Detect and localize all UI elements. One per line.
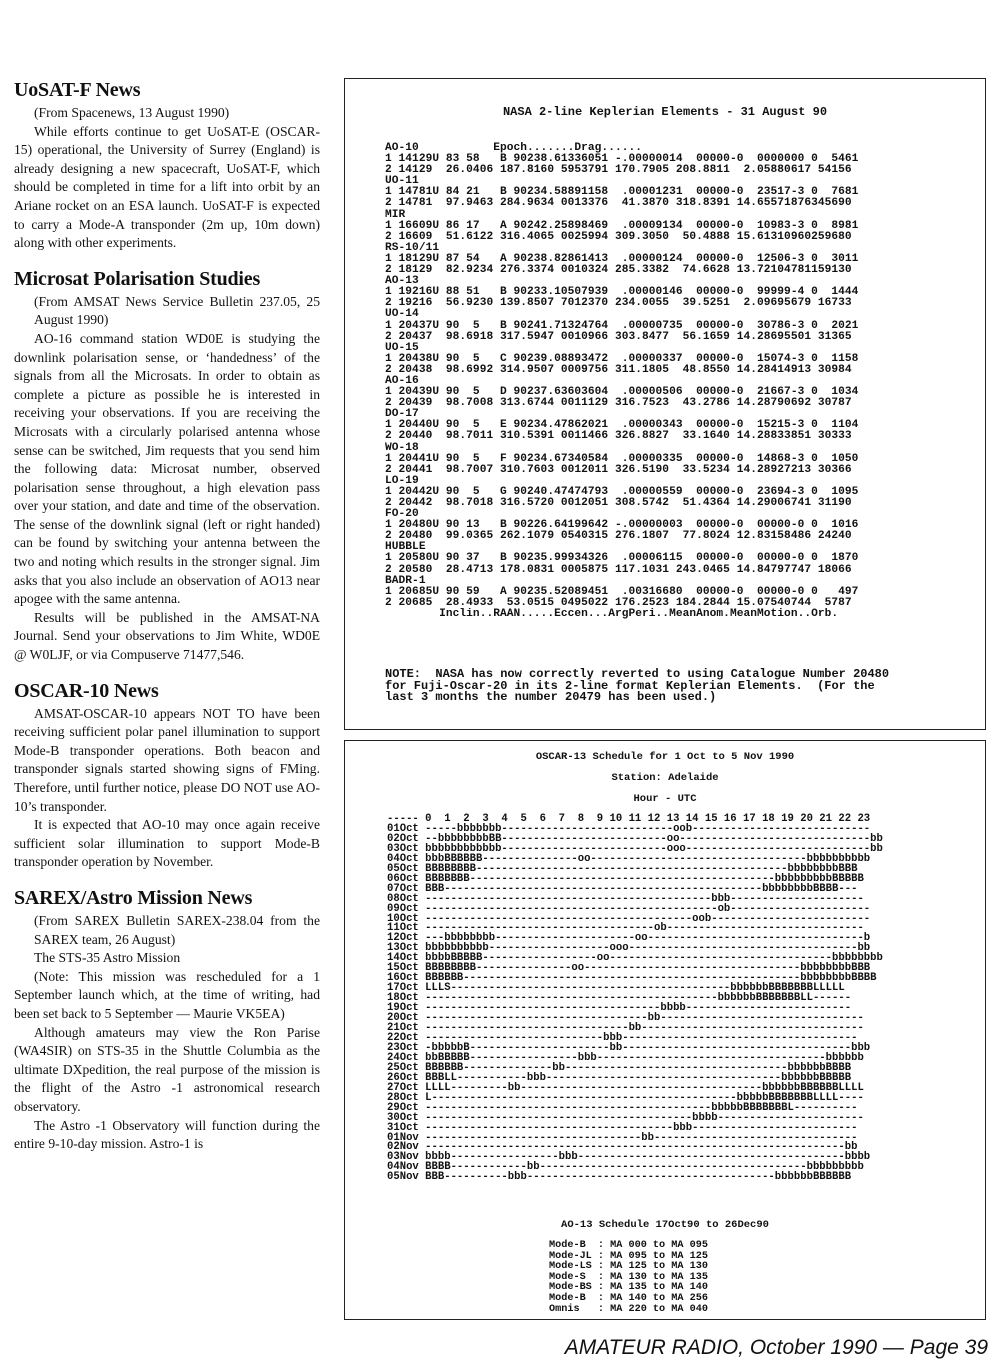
keplerian-line: 1 20685U 90 59 A 90235.52089451 .00316680 00000-0 00000-0 0 497	[385, 585, 859, 598]
sarex-paragraph: Although amateurs may view the Ron Parise (WA4SIR) on STS-35 in the Shuttle Columbia as the ultimate DXpedition, the real purpose of the mission is the flight of the Astro -1 astronomical research observatory.	[14, 1024, 320, 1114]
mode-row: Mode-B : MA 000 to MA 095	[549, 1240, 708, 1251]
keplerian-note	[385, 669, 889, 704]
schedule-row: 21Oct --------------------------------bb-----------------------------------	[387, 1022, 864, 1035]
microsat-article	[14, 267, 320, 665]
schedule-row: 11Oct ------------------------------------ob-------------------------------	[387, 922, 864, 935]
schedule-row: 19Oct -------------------------------------bbbb--------------------------	[387, 1002, 852, 1015]
schedule-row: ----- 0 1 2 3 4 5 6 7 8 9 10 11 12 13 14 15 16 17 18 19 20 21 22 23	[387, 813, 871, 825]
footer-magazine: AMATEUR RADIO	[564, 1336, 739, 1359]
schedule-table	[387, 815, 883, 1183]
keplerian-line: UO-14	[385, 308, 419, 321]
sarex-source: (From SAREX Bulletin SAREX-238.04 from the SAREX team, 26 August)	[34, 912, 320, 947]
keplerian-line: DO-17	[385, 408, 419, 421]
keplerian-line: 1 20580U 90 37 B 90235.99934326 .00006115 00000-0 00000-0 0 1870	[385, 552, 859, 565]
keplerian-line: 1 20442U 90 5 G 90240.47474793 .00000559 00000-0 23694-3 0 1095	[385, 485, 859, 498]
schedule-row: 02Oct --bbbbbbbbBB--------------------------oo------------------------------bb	[387, 832, 883, 845]
keplerian-line: 1 20440U 90 5 E 90234.47862021 .00000343 00000-0 15215-3 0 1104	[385, 419, 859, 432]
sarex-heading: SAREX/Astro Mission News	[14, 886, 253, 909]
keplerian-line: 2 20439 98.7008 313.6744 0011129 316.7523 43.2786 14.28790692 30787	[385, 397, 852, 410]
keplerian-line: 2 16609 51.6122 316.4065 0025994 309.3050 50.4888 15.61310960259680	[385, 230, 852, 243]
keplerian-line: LO-19	[385, 474, 419, 487]
keplerian-line: WO-18	[385, 441, 419, 454]
keplerian-box	[344, 78, 986, 730]
schedule-row: 03Oct bbbbbbbbbbbb--------------------------ooo-----------------------------bb	[387, 842, 883, 855]
keplerian-line: 2 18129 82.9234 276.3374 0010324 285.3382 74.6628 13.72104781159130	[385, 264, 852, 277]
keplerian-line: 2 20685 28.4933 53.0515 0495022 176.2523 184.2844 15.07540744 5787	[385, 596, 852, 609]
schedule-row: 04Nov BBBB------------bb------------------------------------------bbbbbbbbb	[387, 1161, 864, 1174]
keplerian-line: 1 20437U 90 5 B 90241.71324764 .00000735 00000-0 30786-3 0 2021	[385, 319, 859, 332]
keplerian-line: AO-16	[385, 374, 419, 387]
oscar10-article	[14, 679, 320, 872]
schedule-row: 13Oct bbbbbbbbbb-------------------ooo------------------------------------bb	[387, 942, 871, 955]
schedule-row: 30Oct ------------------------------------------bbbb-----------------------	[387, 1111, 864, 1124]
keplerian-line: AO-13	[385, 275, 419, 288]
schedule-row: 17Oct LLLS--------------------------------------------bbbbbbBBBBBBBLLLLL	[387, 982, 845, 995]
sarex-paragraph: The Astro -1 Observatory will function during the entire 9-10-day mission. Astro-1 is	[14, 1117, 320, 1152]
schedule-row: 02Nov ------------------------------------------------------------------bb	[387, 1141, 858, 1154]
keplerian-line: 1 20438U 90 5 C 90239.08893472 .00000337 00000-0 15074-3 0 1158	[385, 352, 859, 365]
keplerian-line: 1 14129U 83 58 B 90238.61336051 -.00000014 00000-0 0000000 0 5461	[385, 153, 859, 166]
keplerian-line: Inclin..RAAN.....Eccen...ArgPeri..MeanAnom.MeanMotion..Orb.	[385, 607, 839, 620]
oscar10-paragraph: AMSAT-OSCAR-10 appears NOT TO have been receiving sufficient polar panel illumination to support Mode-B transponder operations. Both beacon and transponder signals started showing signs of FMing. Therefore, until further notice, please DO NOT use AO-10’s transponder.	[14, 705, 320, 814]
keplerian-line: 2 14781 97.9463 284.9634 0013376 41.3870 318.8391 14.65571876345690	[385, 197, 852, 210]
keplerian-line: 2 19216 56.9230 139.8507 7012370 234.0055 39.5251 2.09695679 16733	[385, 297, 852, 310]
schedule-row: 10Oct ------------------------------------------oob-------------------------	[387, 912, 871, 925]
schedule-hour-label: Hour - UTC	[633, 793, 697, 805]
schedule-row: 20Oct -----------------------------------bb--------------------------------	[387, 1012, 864, 1025]
keplerian-elements	[385, 143, 858, 620]
schedule-row: 26Oct BBBLL-----------bbb-------------------------------------bbbbbbBBBBB	[387, 1071, 852, 1084]
keplerian-line: FO-20	[385, 508, 419, 521]
left-column	[14, 78, 320, 1168]
schedule-row: 09Oct ----------------------------------------------ob----------------------	[387, 902, 871, 915]
schedule-row: 28Oct L------------------------------------------------bbbbbBBBBBBBLLLL----	[387, 1091, 864, 1104]
uosat-paragraph: While efforts continue to get UoSAT-E (OSCAR-15) operational, the University of Surrey (England) is already designing a new spacecraft, UoSAT-F, which should be completed in time for a lift into orbit by an Ariane rocket on an ESA launch. UoSAT-F is expected to carry a Mode-A transponder (2m up, 10m down) along with other experiments.	[14, 123, 320, 251]
keplerian-line: 2 14129 26.0406 187.8160 5953791 170.7905 208.8811 2.05880617 54156	[385, 164, 852, 177]
microsat-heading: Microsat Polarisation Studies	[14, 267, 261, 290]
keplerian-line: 2 20442 98.7018 316.5720 0012051 308.5742 51.4364 14.29006741 31190	[385, 497, 852, 509]
schedule-row: 08Oct ---------------------------------------------bbb---------------------	[387, 892, 864, 905]
schedule-row: 01Nov ----------------------------------bb--------------------------------	[387, 1131, 858, 1144]
note-line: for Fuji-Oscar-20 in its 2-line format Keplerian Elements. (For the	[385, 678, 875, 693]
schedule-row: 06Oct BBBBBBB------------------------------------------------bbbbbbbbbBBBBB	[387, 872, 864, 885]
keplerian-line: 1 16609U 86 17 A 90242.25898469 .00009134 00000-0 10983-3 0 8981	[385, 219, 859, 232]
oscar10-heading: OSCAR-10 News	[14, 679, 159, 702]
schedule-row: 07Oct BBB--------------------------------------------------bbbbbbbbBBBB---	[387, 882, 858, 895]
uosat-article	[14, 78, 320, 253]
mode-row: Mode-S : MA 130 to MA 135	[549, 1271, 708, 1283]
sarex-paragraph: The STS-35 Astro Mission	[34, 950, 181, 966]
keplerian-line: UO-15	[385, 341, 419, 354]
schedule-row: 15Oct BBBBBBBB---------------oo----------------------------------bbbbbbbbBBB	[387, 962, 871, 975]
schedule-row: 04Oct bbbBBBBBB---------------oo----------------------------------bbbbbbbbbb	[387, 852, 871, 865]
schedule-row: 25Oct BBBBBB--------------bb-----------------------------------bbbbbbBBBB	[387, 1061, 852, 1074]
keplerian-line: 2 20440 98.7011 310.5391 0011466 326.8827 33.1640 14.28833851 30333	[385, 430, 852, 443]
microsat-paragraph: AO-16 command station WD0E is studying the downlink polarisation sense, or ‘handedness’ of the signals from all the Microsats. In order to obtain as complete a picture as possible he is interested in receiving your observations. If you are receiving the Microsats with a circularly polarised antenna whose sense can be switched, Jim requests that you send him the following data: Microsat number, observed polarisation sense throughout, a high elevation pass over your station, and date and time of the observation. The sense of the downlink signal (left or right handed) can be found by switching your antenna between the two and noting which results in the stronger signal. Jim asks that you also include an observation of AO13 near apogee with the same antenna.	[14, 330, 320, 607]
schedule-row: 03Nov bbbb-----------------bbb------------------------------------------bbbb	[387, 1151, 871, 1164]
keplerian-line: 2 20437 98.6918 317.5947 0010966 303.8477 56.1659 14.28695501 31365	[385, 330, 852, 343]
schedule-row: 18Oct ----------------------------------------------bbbbbbBBBBBBBLL------	[387, 992, 852, 1005]
ao13-mode-list	[549, 1241, 708, 1315]
keplerian-line: HUBBLE	[385, 541, 426, 554]
sarex-paragraph: (Note: This mission was rescheduled for a 1 September launch which, at the time of writing, had been set back to 5 September — Maurie VK5EA)	[14, 968, 320, 1021]
keplerian-line: BADR-1	[385, 574, 426, 587]
keplerian-line: 1 20480U 90 13 B 90226.64199642 -.00000003 00000-0 00000-0 0 1016	[385, 519, 859, 532]
schedule-row: 05Nov BBB----------bbb---------------------------------------bbbbbbBBBBBB	[387, 1171, 852, 1184]
keplerian-line: 2 20438 98.6992 314.9507 0009756 311.1805 48.8550 14.28414913 30984	[385, 363, 852, 376]
schedule-row: 01Oct -----bbbbbbb---------------------------oob----------------------------	[387, 822, 871, 835]
keplerian-line: UO-11	[385, 175, 419, 188]
footer-issue-page: , October 1990 — Page 39	[738, 1336, 988, 1359]
schedule-row: 16Oct BBBBBB-----------------------------------------------------bbbbbbbbBBBB	[387, 972, 877, 985]
mode-row: Mode-B : MA 140 to MA 256	[549, 1292, 708, 1304]
mode-row: Mode-JL : MA 095 to MA 125	[549, 1250, 708, 1262]
schedule-row: 29Oct ---------------------------------------------bbbbbBBBBBBBL----------	[387, 1101, 858, 1114]
keplerian-line: AO-10 Epoch.......Drag......	[385, 142, 643, 154]
keplerian-line: 1 19216U 88 51 B 90233.10507939 .00000146 00000-0 99999-4 0 1444	[385, 286, 859, 299]
keplerian-line: 2 20480 99.0365 262.1079 0540315 276.1807 77.8024 12.83158486 24240	[385, 530, 852, 543]
schedule-row: 27Oct LLLL---------bb--------------------------------------bbbbbbBBBBBBLLLL	[387, 1081, 864, 1094]
microsat-paragraph: Results will be published in the AMSAT-NA Journal. Send your observations to Jim White, WD0E @ W0LJF, or via Compuserve 71477,546.	[14, 609, 320, 663]
schedule-row: 14Oct bbbbBBBBB------------------oo-----------------------------------bbbbbbbb	[387, 952, 883, 965]
keplerian-line: 1 14781U 84 21 B 90234.58891158 .00001231 00000-0 23517-3 0 7681	[385, 186, 859, 199]
keplerian-title: NASA 2-line Keplerian Elements - 31 August 90	[502, 105, 828, 119]
oscar10-paragraph: It is expected that AO-10 may once again receive sufficient solar illumination to support Mode-B transponder operation by November.	[14, 817, 320, 870]
keplerian-line: 2 20441 98.7007 310.7603 0012011 326.5190 33.5234 14.28927213 30366	[385, 463, 852, 476]
mode-row: Mode-BS : MA 135 to MA 140	[549, 1282, 708, 1294]
schedule-title: OSCAR-13 Schedule for 1 Oct to 5 Nov 1990	[535, 751, 795, 763]
schedule-row: 24Oct bbBBBBB-----------------bbb------------------------------------bbbbbb	[387, 1051, 864, 1064]
note-line: NOTE: NASA has now correctly reverted to using Catalogue Number 20480	[385, 667, 890, 681]
keplerian-line: 1 20439U 90 5 D 90237.63603604 .00000506 00000-0 21667-3 0 1034	[385, 386, 859, 399]
mode-row: Omnis : MA 220 to MA 040	[549, 1303, 708, 1315]
schedule-row: 23Oct -bbbbbB----------------------bb------------------------------------bbb	[387, 1041, 871, 1054]
uosat-heading: UoSAT-F News	[14, 79, 141, 101]
schedule-row: 12Oct ---bbbbbbbb----------------------oo----------------------------------b	[387, 932, 871, 945]
schedule-box	[344, 740, 986, 1320]
page-footer	[565, 1336, 988, 1360]
ao13-schedule-title: AO-13 Schedule 17Oct90 to 26Dec90	[561, 1219, 769, 1231]
schedule-row: 22Oct ----------------------------bbb-------------------------------------	[387, 1031, 858, 1044]
schedule-station: Station: Adelaide	[611, 772, 719, 784]
mode-row: Mode-LS : MA 125 to MA 130	[549, 1261, 708, 1273]
keplerian-line: RS-10/11	[385, 241, 440, 254]
note-line: last 3 months the number 20479 has been used.)	[385, 690, 717, 705]
keplerian-line: 1 18129U 87 54 A 90238.82861413 .00000124 00000-0 12506-3 0 3011	[385, 252, 859, 265]
sarex-article	[14, 886, 320, 1154]
keplerian-line: 2 20580 28.4713 178.0831 0005875 117.1031 243.0465 14.84797747 18066	[385, 563, 852, 576]
keplerian-line: 1 20441U 90 5 F 90234.67340584 .00000335 00000-0 14868-3 0 1050	[385, 452, 859, 465]
schedule-row: 31Oct ---------------------------------------bbb--------------------------	[387, 1121, 858, 1134]
uosat-source: (From Spacenews, 13 August 1990)	[34, 105, 230, 120]
keplerian-line: MIR	[385, 208, 406, 221]
schedule-row: 05Oct BBBBBBBB-------------------------------------------------bbbbbbbbBBB	[387, 862, 858, 875]
microsat-source: (From AMSAT News Service Bulletin 237.05, 25 August 1990)	[34, 293, 320, 328]
